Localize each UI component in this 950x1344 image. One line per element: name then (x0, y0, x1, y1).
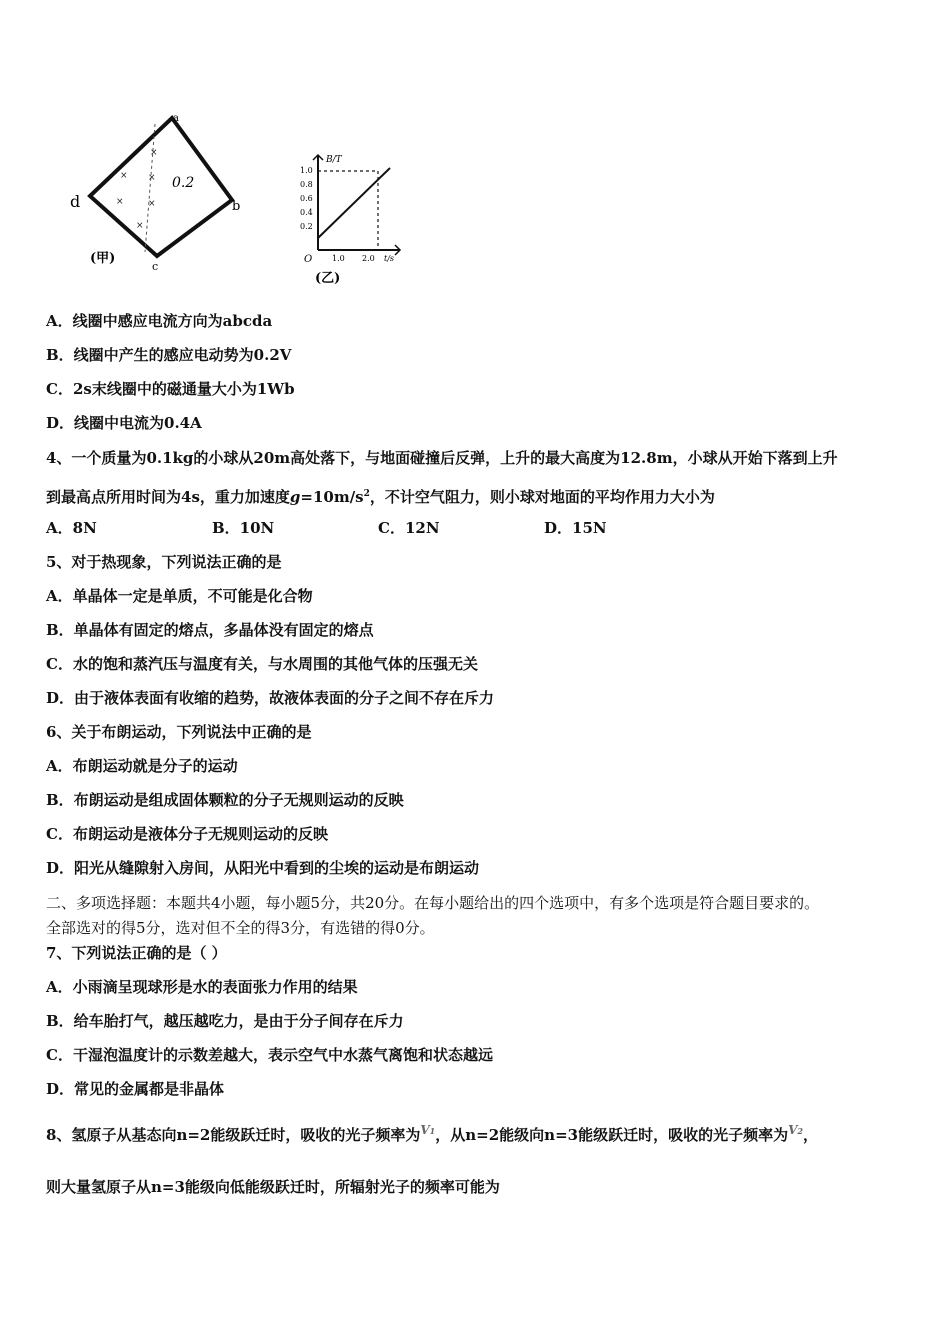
q4-g-symbol: g (289, 488, 301, 506)
label-d: d (70, 192, 81, 211)
svg-text:×: × (150, 148, 158, 158)
svg-text:×: × (120, 171, 128, 181)
y-tick: 0.8 (300, 180, 313, 189)
svg-text:×: × (116, 197, 124, 207)
q5-option-c: C．水的饱和蒸汽压与温度有关，与水周围的其他气体的压强无关 (46, 655, 478, 673)
section2-heading-line2: 全部选对的得5分，选对但不全的得3分，有选错的得0分。 (46, 919, 435, 937)
q3-option-c: C．2s末线圈中的磁通量大小为1Wb (46, 380, 295, 398)
y-axis-label: B/T (326, 155, 342, 165)
q3-option-d: D．线圈中电流为0.4A (46, 414, 202, 432)
q6-option-c: C．布朗运动是液体分子无规则运动的反映 (46, 825, 328, 843)
q7-stem: 7、下列说法正确的是（ ） (46, 944, 227, 962)
origin-label: O (304, 254, 313, 265)
x-tick: 2.0 (362, 254, 375, 263)
caption-right: (乙) (315, 271, 341, 286)
coil-figure (70, 113, 240, 273)
y-tick: 0.4 (300, 208, 313, 217)
q6-option-d: D．阳光从缝隙射入房间，从阳光中看到的尘埃的运动是布朗运动 (46, 859, 480, 877)
q4-option-b: B．10N (212, 519, 275, 537)
q8-stem-line1 (46, 1125, 818, 1147)
q7-option-b: B．给车胎打气，越压越吃力，是由于分子间存在斥力 (46, 1012, 404, 1030)
q4-stem-line1: 4、一个质量为0.1kg的小球从20m高处落下，与地面碰撞后反弹，上升的最大高度为12.8m，小球从开始下落到上升 (46, 449, 838, 467)
q7-option-a: A．小雨滴呈现球形是水的表面张力作用的结果 (46, 978, 358, 996)
q4-superscript: 2 (363, 489, 370, 499)
svg-text:×: × (148, 199, 156, 209)
q4-stem-part: ，不计空气阻力，则小球对地面的平均作用力大小为 (369, 488, 715, 506)
q5-option-a: A．单晶体一定是单质，不可能是化合物 (46, 587, 313, 605)
q6-option-a: A．布朗运动就是分子的运动 (46, 757, 238, 775)
x-tick: 1.0 (332, 254, 345, 263)
label-value: 0.2 (172, 175, 195, 191)
bt-graph (300, 155, 400, 286)
figure-area (60, 110, 420, 290)
y-tick: 0.6 (300, 194, 313, 203)
q4-stem-part: =10m/s (300, 488, 364, 506)
svg-text:×: × (136, 221, 144, 231)
q4-stem-line2 (46, 484, 715, 507)
q8-stem-line2: 则大量氢原子从n=3能级向低能级跃迁时，所辐射光子的频率可能为 (46, 1178, 500, 1196)
section2-heading-line1: 二、多项选择题：本题共4小题，每小题5分，共20分。在每小题给出的四个选项中，有多个选项是符合题目要求的。 (46, 894, 820, 912)
caption-left: (甲) (90, 251, 116, 266)
q8-stem-part: ，从n=2能级向n=3能级跃迁时，吸收的光子频率为 (435, 1126, 789, 1144)
svg-text:×: × (148, 173, 156, 183)
q4-stem-part: 到最高点所用时间为4s，重力加速度 (46, 488, 290, 506)
y-tick: 1.0 (300, 166, 313, 175)
q5-option-b: B．单晶体有固定的熔点，多晶体没有固定的熔点 (46, 621, 374, 639)
nu1-symbol: V1 (420, 1123, 436, 1137)
x-axis-label: t/s (384, 254, 395, 263)
q7-option-c: C．干湿泡温度计的示数差越大，表示空气中水蒸气离饱和状态越远 (46, 1046, 493, 1064)
label-b: b (232, 199, 241, 214)
q5-option-d: D．由于液体表面有收缩的趋势，故液体表面的分子之间不存在斥力 (46, 689, 495, 707)
q6-option-b: B．布朗运动是组成固体颗粒的分子无规则运动的反映 (46, 791, 404, 809)
q6-stem: 6、关于布朗运动，下列说法中正确的是 (46, 723, 312, 741)
q3-option-b: B．线圈中产生的感应电动势为0.2V (46, 346, 292, 364)
q7-option-d: D．常见的金属都是非晶体 (46, 1080, 225, 1098)
q8-stem-part: ， (802, 1126, 818, 1144)
q3-option-a: A．线圈中感应电流方向为abcda (46, 312, 273, 330)
q4-option-a: A．8N (46, 519, 97, 537)
label-a: a (173, 113, 179, 124)
y-tick: 0.2 (300, 222, 313, 231)
q4-option-d: D．15N (544, 519, 607, 537)
q4-option-c: C．12N (378, 519, 440, 537)
label-c: c (152, 260, 159, 273)
q5-stem: 5、对于热现象，下列说法正确的是 (46, 553, 282, 571)
nu2-symbol: V2 (788, 1123, 803, 1137)
q8-stem-part: 8、氢原子从基态向n=2能级跃迁时，吸收的光子频率为 (46, 1126, 421, 1144)
